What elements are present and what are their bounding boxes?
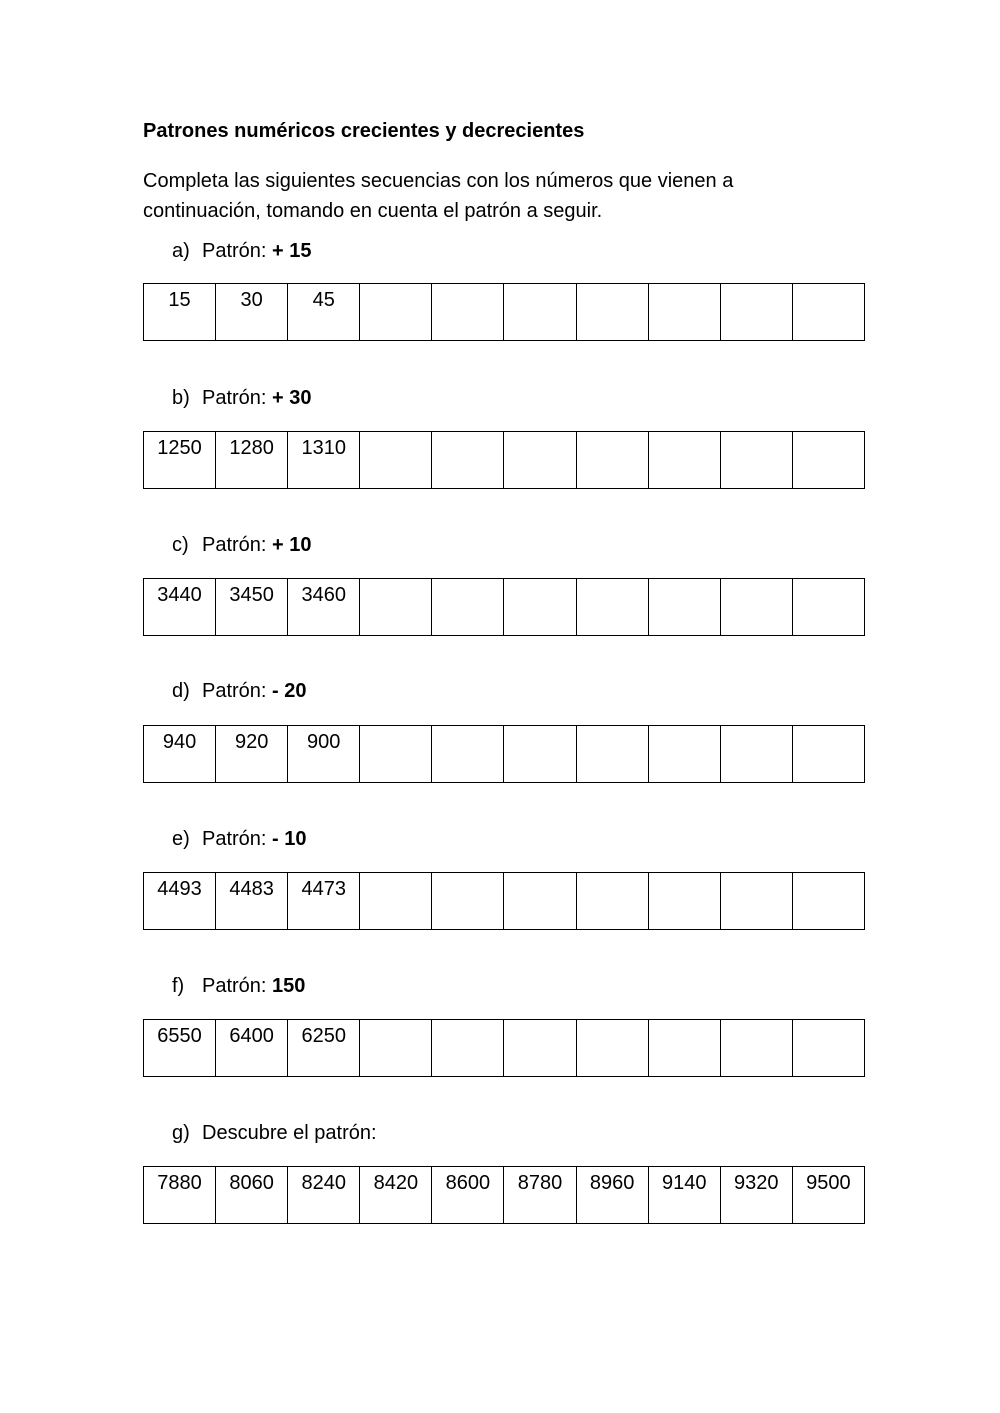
sequence-row bbox=[144, 873, 865, 930]
sequence-cell: 3450 bbox=[216, 579, 288, 636]
sequence-cell: 9320 bbox=[720, 1167, 792, 1224]
answer-cell[interactable] bbox=[504, 726, 576, 783]
exercise-a-sequence-table bbox=[143, 283, 865, 341]
sequence-cell: 3460 bbox=[288, 579, 360, 636]
answer-cell[interactable] bbox=[720, 873, 792, 930]
pattern-label: Patrón: bbox=[202, 534, 267, 556]
sequence-cell: 9140 bbox=[648, 1167, 720, 1224]
pattern-value: + 30 bbox=[272, 387, 312, 409]
sequence-cell: 8780 bbox=[504, 1167, 576, 1224]
answer-cell[interactable] bbox=[576, 579, 648, 636]
sequence-cell: 8960 bbox=[576, 1167, 648, 1224]
exercise-letter: b) bbox=[172, 387, 190, 409]
exercise-b-sequence-table bbox=[143, 431, 865, 489]
instructions-text: Completa las siguientes secuencias con los números que vienen a continuación, tomando en cuenta el patrón a seguir. bbox=[143, 170, 734, 222]
sequence-cell: 4473 bbox=[288, 873, 360, 930]
exercise-b-label bbox=[172, 387, 312, 410]
exercise-c-label bbox=[172, 534, 312, 557]
answer-cell[interactable] bbox=[576, 1020, 648, 1077]
answer-cell[interactable] bbox=[432, 579, 504, 636]
answer-cell[interactable] bbox=[360, 284, 432, 341]
answer-cell[interactable] bbox=[792, 726, 864, 783]
pattern-label: Patrón: bbox=[202, 828, 267, 850]
sequence-cell: 1280 bbox=[216, 432, 288, 489]
pattern-value: + 15 bbox=[272, 240, 312, 262]
answer-cell[interactable] bbox=[360, 873, 432, 930]
sequence-row bbox=[144, 726, 865, 783]
exercise-e-sequence-table bbox=[143, 872, 865, 930]
sequence-cell: 6400 bbox=[216, 1020, 288, 1077]
answer-cell[interactable] bbox=[360, 726, 432, 783]
answer-cell[interactable] bbox=[792, 1020, 864, 1077]
exercise-letter: a) bbox=[172, 240, 190, 262]
sequence-cell: 8060 bbox=[216, 1167, 288, 1224]
sequence-cell: 30 bbox=[216, 284, 288, 341]
answer-cell[interactable] bbox=[720, 579, 792, 636]
answer-cell[interactable] bbox=[792, 284, 864, 341]
answer-cell[interactable] bbox=[504, 432, 576, 489]
exercise-e-label bbox=[172, 828, 307, 851]
sequence-cell: 940 bbox=[144, 726, 216, 783]
pattern-value: + 10 bbox=[272, 534, 312, 556]
answer-cell[interactable] bbox=[360, 1020, 432, 1077]
answer-cell[interactable] bbox=[576, 284, 648, 341]
answer-cell[interactable] bbox=[504, 579, 576, 636]
answer-cell[interactable] bbox=[720, 726, 792, 783]
sequence-cell: 9500 bbox=[792, 1167, 864, 1224]
answer-cell[interactable] bbox=[720, 1020, 792, 1077]
answer-cell[interactable] bbox=[432, 873, 504, 930]
sequence-cell: 1250 bbox=[144, 432, 216, 489]
exercise-letter: f) bbox=[172, 975, 185, 997]
answer-cell[interactable] bbox=[504, 284, 576, 341]
exercise-a-label bbox=[172, 240, 312, 263]
exercise-letter: c) bbox=[172, 534, 189, 556]
answer-cell[interactable] bbox=[648, 284, 720, 341]
sequence-row bbox=[144, 1020, 865, 1077]
pattern-value: - 10 bbox=[272, 828, 307, 850]
answer-cell[interactable] bbox=[432, 726, 504, 783]
sequence-cell: 8420 bbox=[360, 1167, 432, 1224]
sequence-cell: 920 bbox=[216, 726, 288, 783]
exercise-letter: d) bbox=[172, 680, 190, 702]
exercise-g-sequence-table bbox=[143, 1166, 865, 1224]
pattern-label: Patrón: bbox=[202, 680, 267, 702]
exercise-f-label bbox=[172, 975, 305, 998]
pattern-label: Patrón: bbox=[202, 387, 267, 409]
sequence-cell: 45 bbox=[288, 284, 360, 341]
pattern-label: Patrón: bbox=[202, 240, 267, 262]
sequence-cell: 15 bbox=[144, 284, 216, 341]
sequence-cell: 4483 bbox=[216, 873, 288, 930]
answer-cell[interactable] bbox=[720, 284, 792, 341]
answer-cell[interactable] bbox=[648, 579, 720, 636]
sequence-cell: 8600 bbox=[432, 1167, 504, 1224]
sequence-cell: 6250 bbox=[288, 1020, 360, 1077]
answer-cell[interactable] bbox=[792, 432, 864, 489]
pattern-label: Descubre el patrón: bbox=[202, 1122, 377, 1144]
pattern-value: - 20 bbox=[272, 680, 307, 702]
sequence-row bbox=[144, 432, 865, 489]
worksheet-title: Patrones numéricos crecientes y decrecientes bbox=[143, 120, 585, 142]
sequence-cell: 3440 bbox=[144, 579, 216, 636]
exercise-d-sequence-table bbox=[143, 725, 865, 783]
exercise-f-sequence-table bbox=[143, 1019, 865, 1077]
exercise-d-label bbox=[172, 680, 307, 703]
sequence-cell: 7880 bbox=[144, 1167, 216, 1224]
sequence-row bbox=[144, 284, 865, 341]
answer-cell[interactable] bbox=[504, 1020, 576, 1077]
exercise-g-label bbox=[172, 1122, 377, 1145]
answer-cell[interactable] bbox=[432, 1020, 504, 1077]
sequence-cell: 1310 bbox=[288, 432, 360, 489]
answer-cell[interactable] bbox=[360, 579, 432, 636]
answer-cell[interactable] bbox=[792, 873, 864, 930]
sequence-row bbox=[144, 1167, 865, 1224]
sequence-cell: 4493 bbox=[144, 873, 216, 930]
sequence-row bbox=[144, 579, 865, 636]
exercise-c-sequence-table bbox=[143, 578, 865, 636]
answer-cell[interactable] bbox=[360, 432, 432, 489]
answer-cell[interactable] bbox=[720, 432, 792, 489]
answer-cell[interactable] bbox=[432, 284, 504, 341]
pattern-value: 150 bbox=[272, 975, 306, 997]
sequence-cell: 8240 bbox=[288, 1167, 360, 1224]
answer-cell[interactable] bbox=[576, 432, 648, 489]
pattern-label: Patrón: bbox=[202, 975, 267, 997]
answer-cell[interactable] bbox=[648, 432, 720, 489]
answer-cell[interactable] bbox=[504, 873, 576, 930]
answer-cell[interactable] bbox=[648, 873, 720, 930]
answer-cell[interactable] bbox=[432, 432, 504, 489]
answer-cell[interactable] bbox=[792, 579, 864, 636]
answer-cell[interactable] bbox=[648, 726, 720, 783]
answer-cell[interactable] bbox=[576, 726, 648, 783]
exercise-letter: g) bbox=[172, 1122, 190, 1144]
answer-cell[interactable] bbox=[648, 1020, 720, 1077]
answer-cell[interactable] bbox=[576, 873, 648, 930]
sequence-cell: 900 bbox=[288, 726, 360, 783]
sequence-cell: 6550 bbox=[144, 1020, 216, 1077]
exercise-letter: e) bbox=[172, 828, 190, 850]
